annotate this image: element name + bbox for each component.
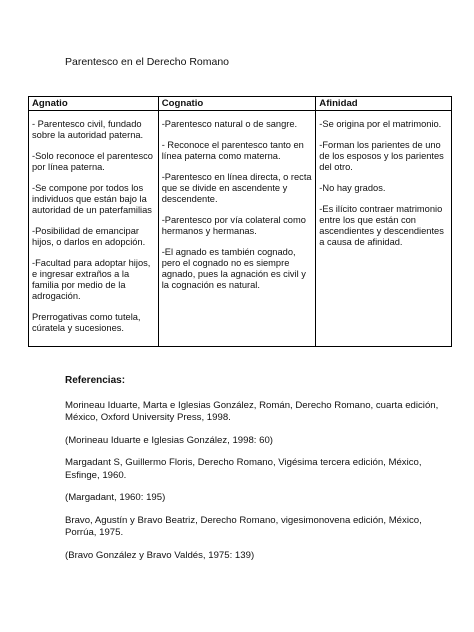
header-agnatio: Agnatio <box>29 97 159 111</box>
afinidad-item: -Es ilícito contraer matrimonio entre los que están con ascendientes y descendientes a causa de afinidad. <box>319 204 444 247</box>
cognatio-item: -Parentesco natural o de sangre. <box>161 119 298 129</box>
reference-entry: Morineau Iduarte, Marta e Iglesias González, Román, Derecho Romano, cuarta edición, México, Oxford University Press, 1998. <box>65 399 439 423</box>
table-body-row <box>29 111 452 347</box>
header-cognatio: Cognatio <box>158 97 316 111</box>
agnatio-item: -Facultad para adoptar hijos, e ingresar extraños a la familia por medio de la adrogación. <box>32 258 151 301</box>
references-section <box>65 375 445 572</box>
agnatio-item: -Se compone por todos los individuos que están bajo la autoridad de un paterfamilias <box>32 183 152 215</box>
header-afinidad: Afinidad <box>316 97 452 111</box>
afinidad-item: -No hay grados. <box>319 183 386 193</box>
references-heading: Referencias: <box>65 375 126 386</box>
cognatio-item: - Reconoce el parentesco tanto en línea paterna como materna. <box>161 140 304 161</box>
afinidad-item: -Se origina por el matrimonio. <box>319 119 442 129</box>
reference-entry: Bravo, Agustín y Bravo Beatriz, Derecho Romano, vigesimonovena edición, México, Porrúa, 1975. <box>65 514 422 538</box>
agnatio-item: Prerrogativas como tutela, cúratela y sucesiones. <box>32 312 141 333</box>
afinidad-cell <box>316 111 452 347</box>
cognatio-item: -Parentesco por vía colateral como hermanos y hermanas. <box>161 215 306 236</box>
document-title: Parentesco en el Derecho Romano <box>65 56 230 68</box>
reference-citation: (Morineau Iduarte e Iglesias González, 1998: 60) <box>65 434 273 446</box>
kinship-table <box>28 96 452 347</box>
agnatio-cell <box>29 111 159 347</box>
reference-citation: (Margadant, 1960: 195) <box>65 492 166 503</box>
agnatio-item: -Posibilidad de emancipar hijos, o darlos en adopción. <box>32 226 146 247</box>
reference-citation: (Bravo González y Bravo Valdés, 1975: 139) <box>65 549 255 561</box>
afinidad-item: -Forman los parientes de uno de los esposos y los parientes del otro. <box>319 140 444 172</box>
agnatio-item: -Solo reconoce el parentesco por línea paterna. <box>32 151 153 172</box>
cognatio-item: -El agnado es también cognado, pero el cognado no es siempre agnado, pues la agnación es civil y la cognación es natural. <box>161 247 306 290</box>
reference-entry: Margadant S, Guillermo Floris, Derecho Romano, Vigésima tercera edición, México, Esfinge, 1960. <box>65 457 422 481</box>
agnatio-item: - Parentesco civil, fundado sobre la autoridad paterna. <box>32 119 144 140</box>
table-header-row <box>29 97 452 111</box>
cognatio-item: -Parentesco en línea directa, o recta que se divide en ascendente y descendente. <box>161 172 312 204</box>
cognatio-cell <box>158 111 316 347</box>
